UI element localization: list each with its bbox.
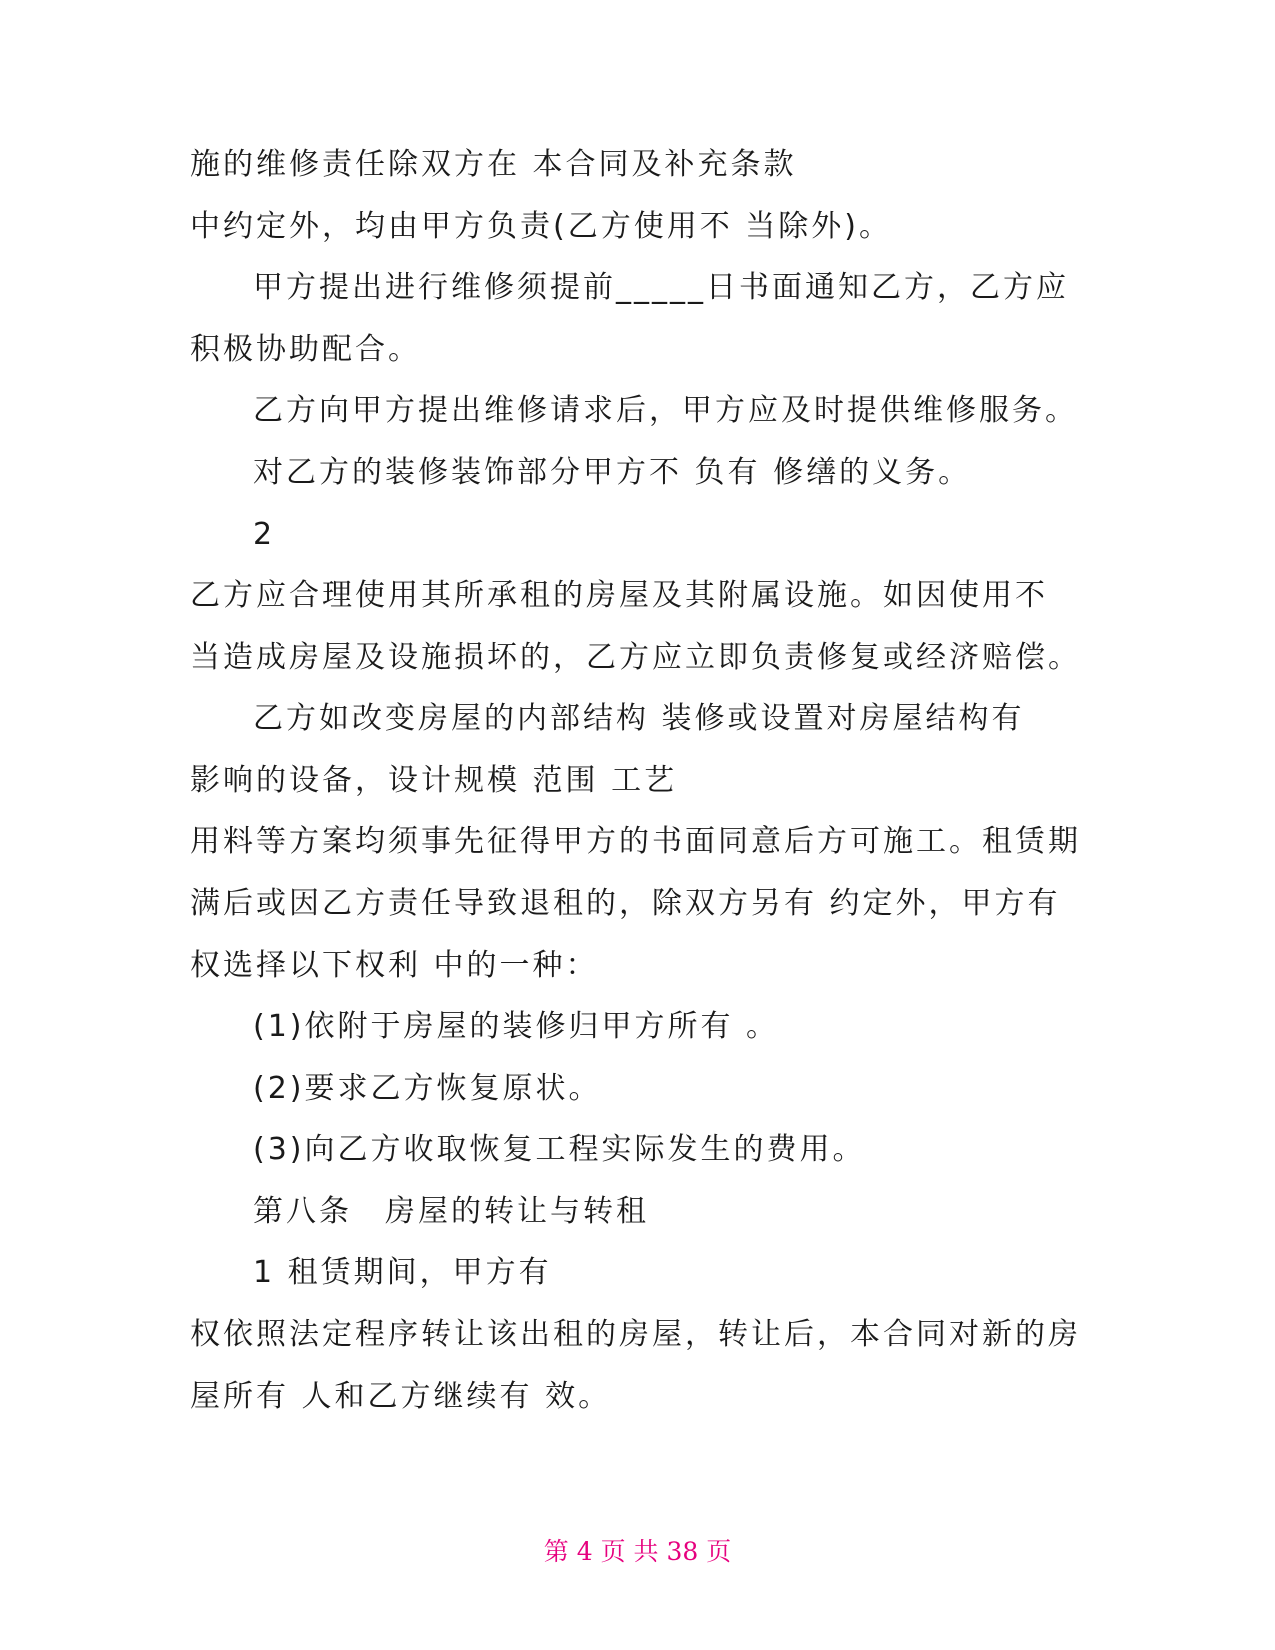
- body-line-12: 用料等方案均须事先征得甲方的书面同意后方可施工。租赁期: [190, 824, 1081, 859]
- clause-1-start: 1 租赁期间，甲方有: [253, 1255, 552, 1290]
- section-number: 2: [253, 517, 276, 552]
- body-line-3: 甲方提出进行维修须提前_____日书面通知乙方，乙方应: [253, 270, 1069, 305]
- body-line-9: 当造成房屋及设施损坏的，乙方应立即负责修复或经济赔偿。: [190, 640, 1081, 675]
- article-heading: 第八条 房屋的转让与转租: [253, 1194, 649, 1229]
- body-line-8: 乙方应合理使用其所承租的房屋及其附属设施。如因使用不: [190, 578, 1048, 613]
- body-line-1: 施的维修责任除双方在 本合同及补充条款: [190, 147, 797, 182]
- body-line-14: 权选择以下权利 中的一种：: [190, 948, 599, 983]
- body-line-13: 满后或因乙方责任导致退租的，除双方另有 约定外，甲方有: [190, 886, 1061, 921]
- body-line-4: 积极协助配合。: [190, 332, 421, 367]
- list-item-2: (2)要求乙方恢复原状。: [253, 1071, 602, 1106]
- body-line-5: 乙方向甲方提出维修请求后，甲方应及时提供维修服务。: [253, 393, 1078, 428]
- body-line-10: 乙方如改变房屋的内部结构 装修或设置对房屋结构有: [253, 701, 1025, 736]
- page-number-footer: 第 4 页 共 38 页: [543, 1537, 732, 1566]
- body-line-6: 对乙方的装修装饰部分甲方不 负有 修缮的义务。: [253, 455, 972, 490]
- list-item-3: (3)向乙方收取恢复工程实际发生的费用。: [253, 1132, 866, 1167]
- body-line-20: 权依照法定程序转让该出租的房屋，转让后，本合同对新的房: [190, 1317, 1081, 1352]
- body-line-2: 中约定外，均由甲方负责(乙方使用不 当除外)。: [190, 209, 892, 244]
- list-item-1: (1)依附于房屋的装修归甲方所有 。: [253, 1009, 780, 1044]
- body-line-11: 影响的设备，设计规模 范围 工艺: [190, 763, 678, 798]
- body-line-21: 屋所有 人和乙方继续有 效。: [190, 1379, 612, 1414]
